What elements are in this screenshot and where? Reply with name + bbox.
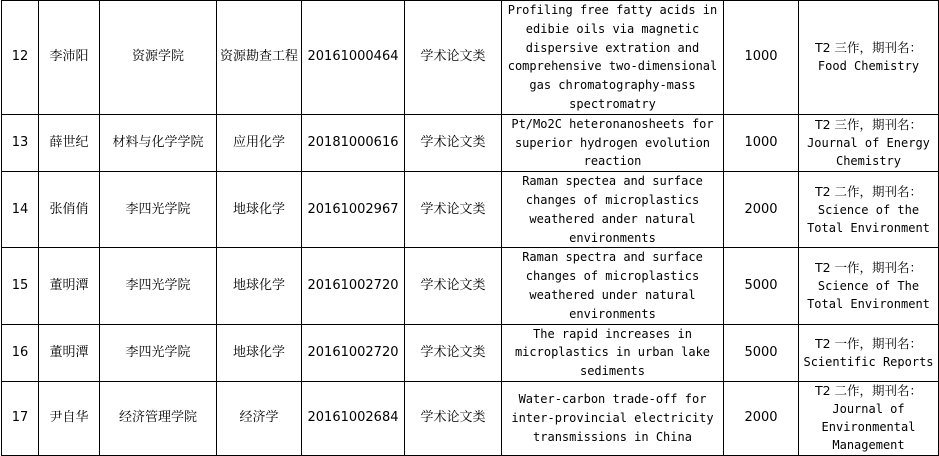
paper-title: Raman spectra and surface changes of microplastics weathered under natural environments bbox=[502, 248, 724, 324]
major: 经济学 bbox=[217, 381, 302, 455]
award-amount: 5000 bbox=[724, 324, 799, 381]
row-number: 16 bbox=[2, 324, 39, 381]
note bbox=[799, 1, 939, 115]
note-prefix: T2 一作，期刊名： bbox=[814, 259, 923, 275]
journal-name: Journal of Energy Chemistry bbox=[807, 135, 930, 168]
paper-title: Raman spectea and surface changes of microplastics weathered ander natural environments bbox=[502, 172, 724, 248]
row-number: 13 bbox=[2, 114, 39, 171]
college: 李四光学院 bbox=[100, 248, 217, 324]
award-amount: 2000 bbox=[724, 172, 799, 248]
college: 资源学院 bbox=[100, 1, 217, 115]
college: 经济管理学院 bbox=[100, 381, 217, 455]
journal-name: Scientific Reports bbox=[803, 354, 934, 369]
note-prefix: T2 三作，期刊名： bbox=[814, 40, 923, 56]
note bbox=[799, 248, 939, 324]
table-row bbox=[2, 248, 939, 324]
row-number: 15 bbox=[2, 248, 39, 324]
paper-title: Pt/Mo2C heteronanosheets for superior hydrogen evolution reaction bbox=[502, 114, 724, 171]
award-amount: 1000 bbox=[724, 1, 799, 115]
major: 地球化学 bbox=[217, 324, 302, 381]
student-id: 20161002720 bbox=[302, 324, 405, 381]
journal-name: Food Chemistry bbox=[817, 59, 920, 74]
student-name: 董明潭 bbox=[39, 324, 100, 381]
journal-name: Journal of Environmental Management bbox=[821, 402, 916, 453]
note-prefix: T2 二作，期刊名： bbox=[814, 183, 923, 199]
row-number: 14 bbox=[2, 172, 39, 248]
major: 地球化学 bbox=[217, 248, 302, 324]
journal-name: Science of the Total Environment bbox=[807, 202, 930, 235]
note bbox=[799, 381, 939, 455]
student-id: 20161002967 bbox=[302, 172, 405, 248]
table-row bbox=[2, 324, 939, 381]
college: 李四光学院 bbox=[100, 324, 217, 381]
note-prefix: T2 三作，期刊名： bbox=[814, 116, 923, 132]
student-id: 20161002720 bbox=[302, 248, 405, 324]
journal-name: Science of The Total Environment bbox=[807, 278, 930, 311]
category: 学术论文类 bbox=[405, 114, 502, 171]
note bbox=[799, 114, 939, 171]
major: 地球化学 bbox=[217, 172, 302, 248]
table-row bbox=[2, 1, 939, 115]
category: 学术论文类 bbox=[405, 1, 502, 115]
paper-title: Profiling free fatty acids in edibie oils via magnetic dispersive extration and comprehensive two-dimensional gas chromatography-mass spectromatry bbox=[502, 1, 724, 115]
note-prefix: T2 二作，期刊名： bbox=[814, 383, 923, 399]
paper-title: Water-carbon trade-off for inter-provincial electricity transmissions in China bbox=[502, 381, 724, 455]
student-id: 20181000616 bbox=[302, 114, 405, 171]
row-number: 12 bbox=[2, 1, 39, 115]
award-amount: 2000 bbox=[724, 381, 799, 455]
major: 应用化学 bbox=[217, 114, 302, 171]
category: 学术论文类 bbox=[405, 248, 502, 324]
award-amount: 5000 bbox=[724, 248, 799, 324]
category: 学术论文类 bbox=[405, 172, 502, 248]
paper-title: The rapid increases in microplastics in urban lake sediments bbox=[502, 324, 724, 381]
category: 学术论文类 bbox=[405, 324, 502, 381]
row-number: 17 bbox=[2, 381, 39, 455]
note bbox=[799, 324, 939, 381]
student-id: 20161002684 bbox=[302, 381, 405, 455]
note bbox=[799, 172, 939, 248]
college: 李四光学院 bbox=[100, 172, 217, 248]
student-name: 李沛阳 bbox=[39, 1, 100, 115]
student-name: 董明潭 bbox=[39, 248, 100, 324]
note-prefix: T2 一作，期刊名： bbox=[814, 335, 923, 351]
table-row bbox=[2, 114, 939, 171]
category: 学术论文类 bbox=[405, 381, 502, 455]
student-name: 张俏俏 bbox=[39, 172, 100, 248]
student-id: 20161000464 bbox=[302, 1, 405, 115]
table-row bbox=[2, 172, 939, 248]
college: 材料与化学学院 bbox=[100, 114, 217, 171]
table-row bbox=[2, 381, 939, 455]
major: 资源勘查工程 bbox=[217, 1, 302, 115]
award-table bbox=[1, 0, 939, 456]
student-name: 尹自华 bbox=[39, 381, 100, 455]
award-amount: 1000 bbox=[724, 114, 799, 171]
student-name: 薛世纪 bbox=[39, 114, 100, 171]
